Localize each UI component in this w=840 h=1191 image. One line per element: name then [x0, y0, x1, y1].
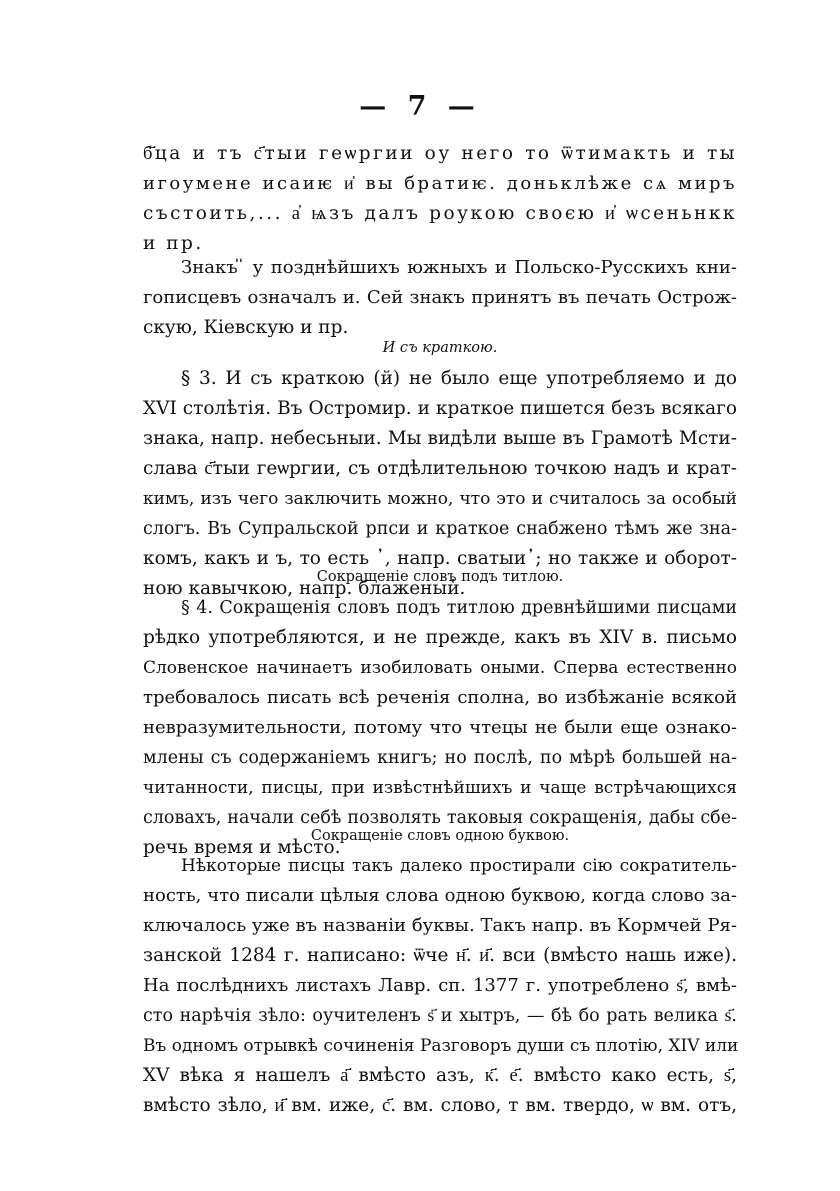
paragraph-line: Словенское начинаетъ изобиловать оными. Сперва естественно [143, 658, 737, 678]
section-4 [143, 593, 737, 863]
paragraph-line: XV вѣка я нашелъ а҃ вмѣсто азъ, к҃. е҃. вмѣсто како есть, ѕ҃, [143, 1065, 737, 1086]
page-number: — 7 — [359, 91, 481, 122]
section-heading: И съ краткою. [382, 340, 498, 356]
paragraph-line: гописцевъ означалъ и. Сей знакъ принятъ въ печать Острож- [143, 287, 737, 308]
paragraph-line: словахъ, начали себѣ позволять таковыя сокращенія, дабы сбе- [143, 808, 737, 828]
paragraph-line: слогъ. Въ Супральской рпси и краткое снабжено тѣмъ же зна- [143, 519, 737, 539]
paragraph-line: § 4. Сокращенія словъ подъ титлою древнѣйшими писцами [181, 598, 737, 618]
paragraph-line: читанности, писцы, при извѣстнѣйшихъ и чаще встрѣчающихся [143, 778, 737, 798]
paragraph-line: Знакъ ̎ у позднѣйшихъ южныхъ и Польско-Русскихъ кни- [181, 257, 737, 278]
paragraph-line: На послѣднихъ листахъ Лавр. сп. 1377 г. употреблено ѕ҃, вмѣ- [143, 975, 737, 996]
section-5 [143, 851, 737, 1121]
paragraph-line: § 3. И съ краткою (й) не было еще употребляемо и до [181, 368, 737, 389]
paragraph-line: Нѣкоторые писцы такъ далеко простирали сію сократитель- [181, 856, 737, 876]
paragraph-line: занской 1284 г. написано: ѿче н҃. и҃. вси (вмѣсто нашь иже). [143, 945, 737, 966]
paragraph-line: ною кавычкою, напр. блаженыи̔. [143, 578, 466, 599]
paragraph-line: рѣдко употребляются, и не прежде, какъ въ XIV в. письмо [143, 627, 737, 648]
paragraph-line: сто нарѣчія зѣло: оучителенъ ѕ҃ и хытръ, — бѣ бо рать велика ѕ҃. [143, 1006, 737, 1026]
paragraph-line: кимъ, изъ чего заключить можно, что это и считалось за особый [143, 489, 737, 509]
paragraph-line: комъ, какъ и ъ, то есть ᾿, напр. сватыи᾿; но также и оборот- [143, 548, 737, 569]
paragraph-line: ключалось уже въ названіи буквы. Такъ напр. въ Кормчей Ря- [143, 915, 737, 936]
quote-line: състоить,... а҆ ѩзъ далъ роукою своєю и҆ ѡсеньнкк [143, 203, 737, 224]
section-heading: Сокращеніе словъ одною буквою. [310, 828, 570, 844]
paragraph-line: скую, Кіевскую и пр. [143, 317, 349, 338]
quote-line: игоумене исаиѥ и҆ вы братиѥ. доньклѣже сѧ миръ [143, 173, 737, 194]
paragraph-line: вмѣсто зѣло, и҃ вм. иже, с҃. вм. слово, т вм. твердо, ѡ вм. отъ, [143, 1095, 737, 1116]
paragraph-line: ность, что писали цѣлыя слова одною буквою, когда слово за- [143, 885, 737, 906]
quote-line: и пр. [143, 233, 204, 254]
paragraph-line: речь время и мѣсто. [143, 837, 341, 858]
paragraph-line: знака, напр. небесьныи. Мы видѣли выше въ Грамотѣ Мсти- [143, 428, 737, 449]
paragraph-line: требовалось писать всѣ реченія сполна, во избѣжаніе всякой [143, 687, 737, 708]
paragraph-znak [143, 253, 737, 343]
paragraph-line: Въ одномъ отрывкѣ сочиненія Разговоръ души съ плотію, XIV или [143, 1036, 739, 1056]
church-slavonic-quote [143, 139, 737, 259]
quote-line: б҃ца и тъ с҃тыи геѡргии оу него то ѿтимакть и ты [143, 143, 737, 164]
paragraph-line: млены съ содержаніемъ книгъ; но послѣ, по мѣрѣ большей на- [143, 748, 737, 768]
section-heading: Сокращеніе словъ подъ титлою. [316, 569, 564, 585]
paragraph-line: невразумительности, потому что чтецы не были еще ознако- [143, 717, 737, 738]
paragraph-line: слава с҃тыи геѡргии, съ отдѣлительною точкою надъ и крат- [143, 458, 737, 479]
paragraph-line: XVI столѣтія. Въ Остромир. и краткое пишется безъ всякаго [143, 398, 737, 419]
